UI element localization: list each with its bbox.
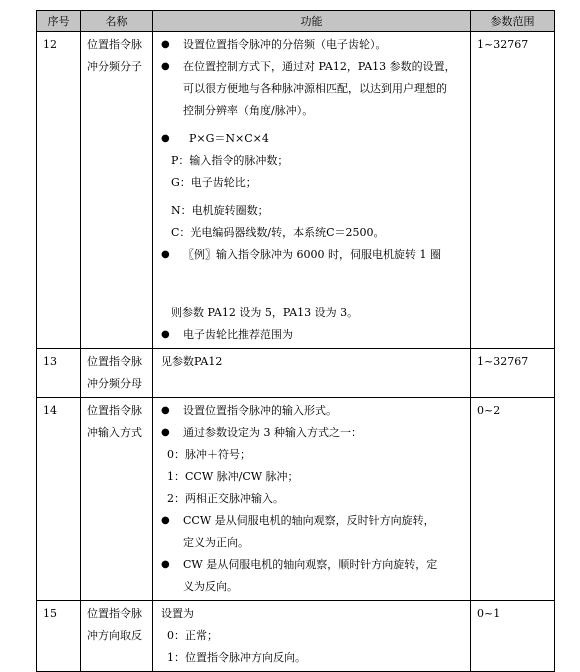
parameter-table — [36, 10, 555, 672]
bullet-item — [157, 554, 466, 598]
header-no: 序号 — [37, 11, 81, 32]
row-function — [153, 349, 471, 398]
row-name — [81, 32, 153, 349]
row-range: 1~32767 — [471, 32, 555, 349]
row-number: 13 — [37, 349, 81, 398]
bullet-item: ● 〖例〗输入指令脉冲为 6000 时，伺服电机旋转 1 圈 — [157, 244, 466, 266]
row-name-line: 位置指令脉 — [87, 38, 142, 51]
bullet-line: 控制分辨率（角度/脉冲）。 — [183, 104, 314, 117]
definition-line: C：光电编码器线数/转，本系统C＝2500。 — [171, 226, 385, 239]
bullet-item: ● 通过参数设定为 3 种输入方式之一： — [157, 422, 466, 444]
option-line: 1：CCW 脉冲/CW 脉冲； — [167, 470, 299, 483]
row-name-line: 冲分频分子 — [87, 60, 142, 73]
row-name — [81, 349, 153, 398]
row-function — [153, 32, 471, 349]
row-name-line: 冲分频分母 — [87, 377, 142, 390]
row-name-line: 冲输入方式 — [87, 426, 142, 439]
table-row — [37, 398, 555, 601]
table-row — [37, 349, 555, 398]
bullet-line: ● CW 是从伺服电机的轴向观察，顺时针方向旋转，定 — [183, 558, 438, 571]
definition-line: G：电子齿轮比； — [171, 176, 257, 189]
header-range: 参数范围 — [471, 11, 555, 32]
row-number: 15 — [37, 601, 81, 672]
header-name: 名称 — [81, 11, 153, 32]
row-number: 12 — [37, 32, 81, 349]
row-name — [81, 601, 153, 672]
option-line: 1：位置指令脉冲方向反向。 — [167, 651, 306, 664]
row-range: 1~32767 — [471, 349, 555, 398]
bullet-item: ● 设置位置指令脉冲的输入形式。 — [157, 400, 466, 422]
row-function — [153, 601, 471, 672]
row-range: 0~2 — [471, 398, 555, 601]
row-name-line: 位置指令脉 — [87, 355, 142, 368]
bullet-item — [157, 510, 466, 554]
bullet-item: ● 电子齿轮比推荐范围为 — [157, 324, 466, 346]
bullet-line: ● 在位置控制方式下，通过对 PA12，PA13 参数的设置， — [183, 60, 456, 73]
row-number: 14 — [37, 398, 81, 601]
option-line: 2：两相正交脉冲输入。 — [167, 492, 284, 505]
definition-line: 则参数 PA12 设为 5，PA13 设为 3。 — [171, 306, 359, 319]
option-line: 0：正常； — [167, 629, 218, 642]
definition-line: P：输入指令的脉冲数； — [171, 154, 289, 167]
bullet-line: 定义为正向。 — [183, 536, 249, 549]
table-header-row — [37, 11, 555, 32]
bullet-line: 可以很方便地与各种脉冲源相匹配，以达到用户理想的 — [183, 82, 447, 95]
row-name-line: 冲方向取反 — [87, 629, 142, 642]
table-row — [37, 32, 555, 349]
option-line: 0：脉冲＋符号； — [167, 448, 251, 461]
function-text: 设置为 — [161, 607, 194, 620]
row-function — [153, 398, 471, 601]
bullet-line: 义为反向。 — [183, 580, 238, 593]
row-name-line: 位置指令脉 — [87, 404, 142, 417]
row-name-line: 位置指令脉 — [87, 607, 142, 620]
row-name — [81, 398, 153, 601]
table-row — [37, 601, 555, 672]
header-function: 功能 — [153, 11, 471, 32]
formula: ● P×G＝N×C×4 — [157, 128, 466, 150]
row-range: 0~1 — [471, 601, 555, 672]
bullet-line: ● CCW 是从伺服电机的轴向观察，反时针方向旋转， — [183, 514, 435, 527]
bullet-item: ● 设置位置指令脉冲的分倍频（电子齿轮）。 — [157, 34, 466, 56]
function-text: 见参数PA12 — [161, 355, 223, 368]
bullet-item — [157, 56, 466, 122]
definition-line: N：电机旋转圈数； — [171, 204, 269, 217]
